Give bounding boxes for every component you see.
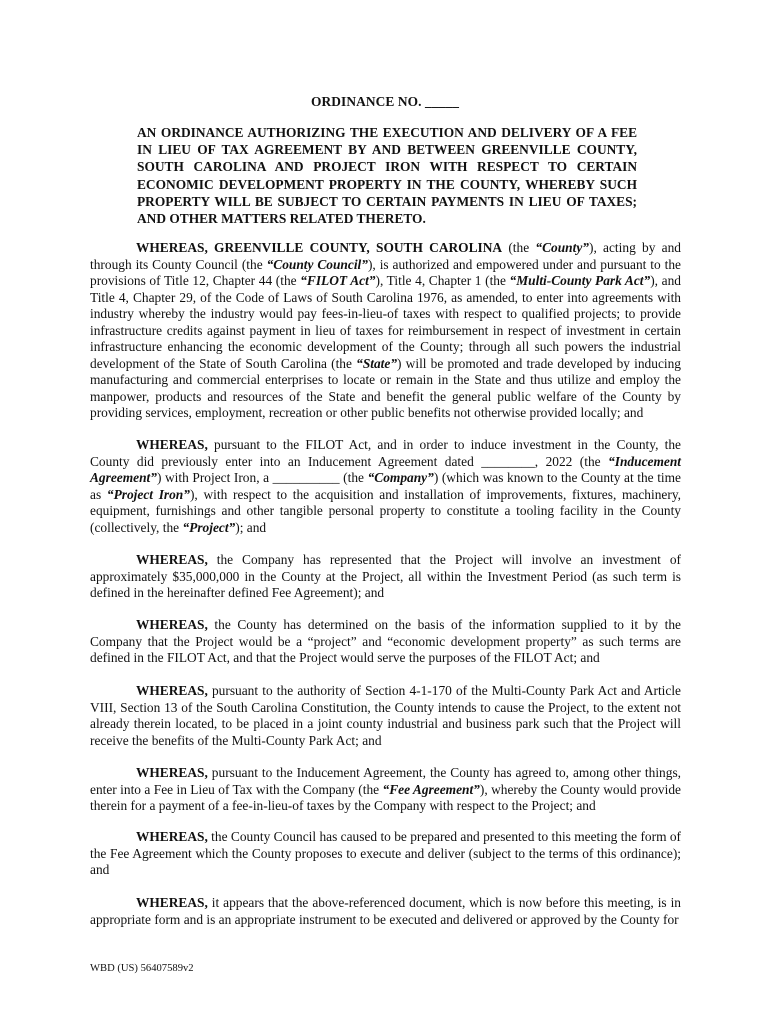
paragraph-lead: WHEREAS, <box>136 765 208 780</box>
paragraph-text: ), whereby the County would provide therein for a payment of a fee-in-lieu-of taxes by the Company with respect to the Project; and <box>90 781 681 813</box>
defined-term: “Inducement Agreement” <box>90 453 681 485</box>
paragraph-text: the Company has represented that the Project will involve an investment of approximately $35,000,000 in the County at the Project, all within the Investment Period (as such term is defined in the hereinafter defined Fee Agreement); and <box>90 552 681 600</box>
paragraph-text: ), Title 4, Chapter 1 (the <box>375 273 510 288</box>
paragraph-lead: WHEREAS, <box>136 617 208 632</box>
paragraph-text: ), with respect to the acquisition and installation of improvements, fixtures, machinery, equipment, furnishings and other tangible personal property to constitute a tooling facility in the County (collectively, the <box>90 486 681 535</box>
defined-term: “County Council” <box>266 256 368 272</box>
paragraph-text: the County has determined on the basis of the information supplied to it by the Company that the Project would be a “project” and “economic development property” as such terms are defined in the FILOT Act, and that the Project would serve the purposes of the FILOT Act; and <box>90 617 681 665</box>
ordinance-heading: AN ORDINANCE AUTHORIZING THE EXECUTION AND DELIVERY OF A FEE IN LIEU OF TAX AGREEMENT BY AND BETWEEN GREENVILLE COUNTY, SOUTH CAROLINA AND PROJECT IRON WITH RESPECT TO CERTAIN ECONOMIC DEVELOPMENT PROPERTY IN THE COUNTY, WHEREBY SUCH PROPERTY WILL BE SUBJECT TO CERTAIN PAYMENTS IN LIEU OF TAXES; AND OTHER MATTERS RELATED THERETO. <box>137 125 637 227</box>
paragraph-text: ) with Project Iron, a __________ (the <box>156 470 368 485</box>
paragraph-text: ) will be promoted and trade developed by inducing manufacturing and commercial enterprises to locate or remain in the State and thus utilize and employ the manpower, products and resources of the State and benefit the general public welfare of the County by providing services, employment, recreation or other public benefits not otherwise provided locally; and <box>90 355 681 420</box>
document-footer-id: WBD (US) 56407589v2 <box>90 963 194 974</box>
defined-term: “Multi-County Park Act” <box>509 273 651 288</box>
paragraph-text: pursuant to the Inducement Agreement, the County has agreed to, among other things, enter into a Fee in Lieu of Tax with the Company (the <box>90 765 681 797</box>
paragraph-text: pursuant to the FILOT Act, and in order to induce investment in the County, the County did previously enter into an Inducement Agreement dated ________, 2022 (the <box>90 437 681 469</box>
whereas-paragraph-5 <box>90 683 681 749</box>
whereas-paragraph-6 <box>90 765 681 815</box>
whereas-paragraph-2 <box>90 437 681 536</box>
paragraph-text: ), is authorized and empowered under and pursuant to the provisions of Title 12, Chapter 44 (the <box>90 256 681 288</box>
paragraph-lead: WHEREAS, <box>136 895 208 910</box>
paragraph-lead: WHEREAS, GREENVILLE COUNTY, SOUTH CAROLINA <box>136 240 503 255</box>
paragraph-lead: WHEREAS, <box>136 829 208 844</box>
defined-term: “State” <box>356 355 398 371</box>
whereas-paragraph-8 <box>90 895 681 928</box>
paragraph-text: (the <box>502 240 536 255</box>
paragraph-lead: WHEREAS, <box>136 437 208 452</box>
paragraph-text: ) (which was known to the County at the time as <box>90 470 681 502</box>
paragraph-text: ); and <box>235 519 267 535</box>
paragraph-text: ), and Title 4, Chapter 29, of the Code of Laws of South Carolina 1976, as amended, to enter into agreements with industry whereby the industry would pay fees-in-lieu-of taxes with respect to qualified projects; to provide infrastructure credits against payment in lieu of taxes for reimbursement in respect of investment in certain infrastructure enhancing the economic development of the County; through all such powers the industrial development of the State of South Carolina (the <box>90 273 681 371</box>
paragraph-text: it appears that the above-referenced document, which is now before this meeting, is in appropriate form and is an appropriate instrument to be executed and delivered or approved by the County for <box>90 895 681 927</box>
defined-term: “Fee Agreement” <box>382 781 480 797</box>
paragraph-text: ), acting by and through its County Council (the <box>90 240 682 272</box>
defined-term: “Company” <box>367 470 434 485</box>
paragraph-text: pursuant to the authority of Section 4-1-170 of the Multi-County Park Act and Article VIII, Section 13 of the South Carolina Constitution, the County intends to cause the Project, to the extent not already therein located, to be placed in a joint county industrial and business park such that the Project will receive the benefits of the Multi-County Park Act; and <box>90 683 681 748</box>
whereas-paragraph-7 <box>90 829 681 879</box>
defined-term: “County” <box>535 240 589 255</box>
paragraph-text: the County Council has caused to be prepared and presented to this meeting the form of the Fee Agreement which the County proposes to execute and deliver (subject to the terms of this ordinance); and <box>90 829 681 877</box>
ordinance-title: ORDINANCE NO. _____ <box>310 94 460 109</box>
whereas-paragraph-4 <box>90 617 681 667</box>
whereas-paragraph-1 <box>90 240 681 422</box>
defined-term: “Project” <box>182 519 236 535</box>
paragraph-lead: WHEREAS, <box>136 683 208 698</box>
defined-term: “FILOT Act” <box>300 273 376 288</box>
whereas-paragraph-3 <box>90 552 681 602</box>
defined-term: “Project Iron” <box>106 486 190 502</box>
paragraph-lead: WHEREAS, <box>136 552 208 567</box>
